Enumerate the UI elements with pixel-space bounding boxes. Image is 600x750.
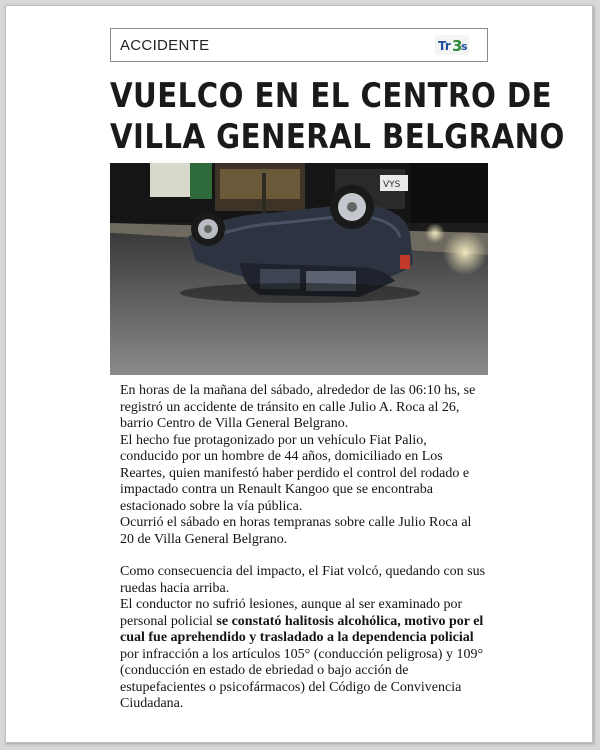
- paragraph-5-start: El conductor no sufrió lesiones, aunque al ser examinado por personal policial: [120, 597, 463, 629]
- overturned-car-photo: [110, 163, 488, 375]
- headline: [110, 76, 565, 158]
- svg-text:Tr: Tr: [438, 39, 451, 53]
- paragraph-5-emphasis: se constató halitosis alcohólica, motivo por el cual fue aprehendido y trasladado a la dependencia policial: [120, 613, 484, 645]
- section-header: [110, 28, 488, 62]
- photo-sign-text: VYS: [383, 180, 401, 190]
- news-page: [5, 5, 593, 743]
- svg-text:s: s: [461, 40, 468, 53]
- tr3s-logo: [435, 33, 469, 57]
- headline-line-1: VUELCO EN EL CENTRO DE: [110, 76, 552, 116]
- accident-photo: [110, 163, 488, 375]
- section-label: ACCIDENTE: [120, 37, 210, 54]
- paragraph-3: Ocurrió el sábado en horas tempranas sobre calle Julio Roca al 20 de Villa General Belgrano.: [120, 515, 472, 547]
- svg-text:3: 3: [452, 37, 463, 55]
- paragraph-5-end: por infracción a los artículos 105° (conducción peligrosa) y 109° (conducción en estado de ebriedad o bajo acción de estupefacientes o psicofármacos) del Código de Convivencia Ciudadana.: [120, 646, 484, 711]
- paragraph-1: En horas de la mañana del sábado, alrededor de las 06:10 hs, se registró un accidente de tránsito en calle Julio A. Roca al 26, barrio Centro de Villa General Belgrano.: [120, 383, 476, 431]
- headline-line-2: VILLA GENERAL BELGRANO: [110, 117, 565, 157]
- paragraph-4: Como consecuencia del impacto, el Fiat volcó, quedando con sus ruedas hacia arriba.: [120, 564, 486, 596]
- article-body: [120, 383, 486, 713]
- paragraph-2: El hecho fue protagonizado por un vehículo Fiat Palio, conducido por un hombre de 44 años, domiciliado en Los Reartes, quien manifestó haber perdido el control del rodado e impactado contra un Renault Kangoo que se encontraba estacionado sobre la vía pública.: [120, 432, 470, 514]
- paragraph-gap: [120, 548, 486, 564]
- paragraph-5: [120, 597, 486, 713]
